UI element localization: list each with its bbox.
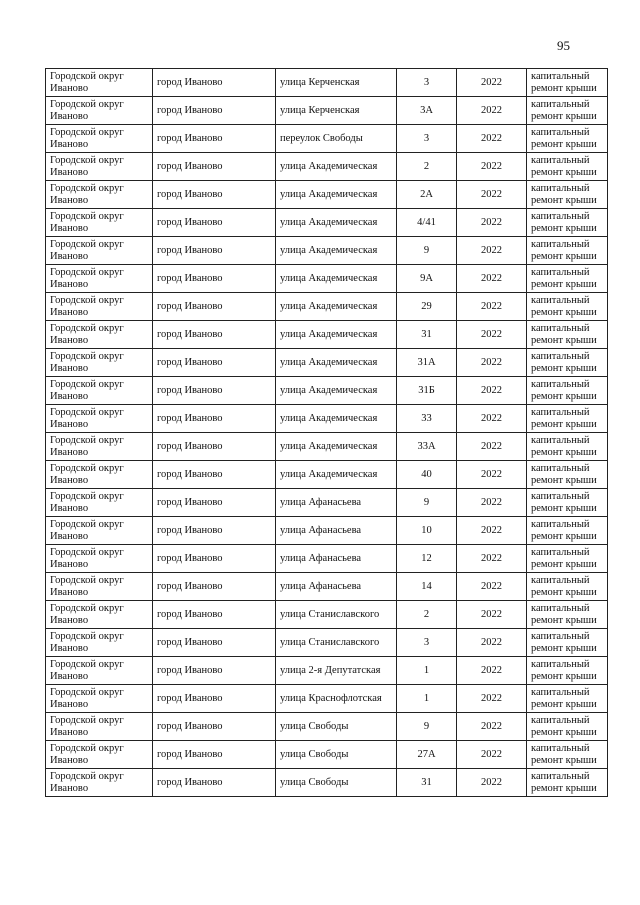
year-cell: 2022 bbox=[457, 125, 527, 153]
year-cell: 2022 bbox=[457, 573, 527, 601]
table-row bbox=[46, 265, 608, 293]
year-cell: 2022 bbox=[457, 321, 527, 349]
work-type-cell: капитальный ремонт крыши bbox=[527, 69, 608, 97]
municipality-cell: Городской округ Иваново bbox=[46, 713, 153, 741]
work-type-cell: капитальный ремонт крыши bbox=[527, 377, 608, 405]
city-cell: город Иваново bbox=[153, 601, 276, 629]
house-number-cell: 1 bbox=[397, 657, 457, 685]
house-number-cell: 3 bbox=[397, 125, 457, 153]
year-cell: 2022 bbox=[457, 769, 527, 797]
municipality-cell: Городской округ Иваново bbox=[46, 237, 153, 265]
table-row bbox=[46, 685, 608, 713]
city-cell: город Иваново bbox=[153, 377, 276, 405]
street-cell: улица Свободы bbox=[276, 741, 397, 769]
street-cell: улица Свободы bbox=[276, 769, 397, 797]
work-type-cell: капитальный ремонт крыши bbox=[527, 153, 608, 181]
table-row bbox=[46, 545, 608, 573]
work-type-cell: капитальный ремонт крыши bbox=[527, 713, 608, 741]
house-number-cell: 14 bbox=[397, 573, 457, 601]
work-type-cell: капитальный ремонт крыши bbox=[527, 237, 608, 265]
year-cell: 2022 bbox=[457, 265, 527, 293]
table-row bbox=[46, 97, 608, 125]
street-cell: улица Афанасьева bbox=[276, 489, 397, 517]
house-number-cell: 31 bbox=[397, 769, 457, 797]
city-cell: город Иваново bbox=[153, 405, 276, 433]
house-number-cell: 9 bbox=[397, 237, 457, 265]
table-row bbox=[46, 769, 608, 797]
work-type-cell: капитальный ремонт крыши bbox=[527, 545, 608, 573]
table-row bbox=[46, 657, 608, 685]
street-cell: улица Керченская bbox=[276, 97, 397, 125]
house-number-cell: 9А bbox=[397, 265, 457, 293]
year-cell: 2022 bbox=[457, 377, 527, 405]
municipality-cell: Городской округ Иваново bbox=[46, 181, 153, 209]
page-number: 95 bbox=[557, 38, 570, 53]
city-cell: город Иваново bbox=[153, 713, 276, 741]
house-number-cell: 1 bbox=[397, 685, 457, 713]
municipality-cell: Городской округ Иваново bbox=[46, 433, 153, 461]
table-row bbox=[46, 237, 608, 265]
street-cell: улица Академическая bbox=[276, 209, 397, 237]
house-number-cell: 40 bbox=[397, 461, 457, 489]
table-row bbox=[46, 629, 608, 657]
work-type-cell: капитальный ремонт крыши bbox=[527, 265, 608, 293]
table-row bbox=[46, 741, 608, 769]
street-cell: улица Академическая bbox=[276, 405, 397, 433]
street-cell: улица Академическая bbox=[276, 377, 397, 405]
table-row bbox=[46, 125, 608, 153]
street-cell: улица Академическая bbox=[276, 237, 397, 265]
city-cell: город Иваново bbox=[153, 741, 276, 769]
work-type-cell: капитальный ремонт крыши bbox=[527, 433, 608, 461]
house-number-cell: 9 bbox=[397, 489, 457, 517]
municipality-cell: Городской округ Иваново bbox=[46, 489, 153, 517]
table-row bbox=[46, 517, 608, 545]
house-number-cell: 4/41 bbox=[397, 209, 457, 237]
work-type-cell: капитальный ремонт крыши bbox=[527, 573, 608, 601]
street-cell: улица Афанасьева bbox=[276, 517, 397, 545]
work-type-cell: капитальный ремонт крыши bbox=[527, 769, 608, 797]
work-type-cell: капитальный ремонт крыши bbox=[527, 517, 608, 545]
city-cell: город Иваново bbox=[153, 321, 276, 349]
house-number-cell: 33 bbox=[397, 405, 457, 433]
table-row bbox=[46, 349, 608, 377]
city-cell: город Иваново bbox=[153, 433, 276, 461]
table-row bbox=[46, 713, 608, 741]
street-cell: улица Афанасьева bbox=[276, 545, 397, 573]
house-number-cell: 10 bbox=[397, 517, 457, 545]
house-number-cell: 3А bbox=[397, 97, 457, 125]
work-type-cell: капитальный ремонт крыши bbox=[527, 629, 608, 657]
table-row bbox=[46, 153, 608, 181]
city-cell: город Иваново bbox=[153, 69, 276, 97]
table-row bbox=[46, 461, 608, 489]
city-cell: город Иваново bbox=[153, 489, 276, 517]
city-cell: город Иваново bbox=[153, 657, 276, 685]
street-cell: улица Свободы bbox=[276, 713, 397, 741]
municipality-cell: Городской округ Иваново bbox=[46, 545, 153, 573]
house-number-cell: 31 bbox=[397, 321, 457, 349]
house-number-cell: 29 bbox=[397, 293, 457, 321]
house-number-cell: 3 bbox=[397, 69, 457, 97]
work-type-cell: капитальный ремонт крыши bbox=[527, 321, 608, 349]
city-cell: город Иваново bbox=[153, 769, 276, 797]
city-cell: город Иваново bbox=[153, 97, 276, 125]
city-cell: город Иваново bbox=[153, 545, 276, 573]
municipality-cell: Городской округ Иваново bbox=[46, 265, 153, 293]
table-body bbox=[46, 69, 608, 797]
table-row bbox=[46, 293, 608, 321]
work-type-cell: капитальный ремонт крыши bbox=[527, 405, 608, 433]
table-row bbox=[46, 433, 608, 461]
year-cell: 2022 bbox=[457, 517, 527, 545]
year-cell: 2022 bbox=[457, 97, 527, 125]
city-cell: город Иваново bbox=[153, 629, 276, 657]
work-type-cell: капитальный ремонт крыши bbox=[527, 741, 608, 769]
street-cell: улица Станиславского bbox=[276, 601, 397, 629]
city-cell: город Иваново bbox=[153, 293, 276, 321]
city-cell: город Иваново bbox=[153, 153, 276, 181]
city-cell: город Иваново bbox=[153, 181, 276, 209]
municipality-cell: Городской округ Иваново bbox=[46, 69, 153, 97]
table-row bbox=[46, 209, 608, 237]
street-cell: улица Академическая bbox=[276, 153, 397, 181]
municipality-cell: Городской округ Иваново bbox=[46, 741, 153, 769]
year-cell: 2022 bbox=[457, 349, 527, 377]
municipality-cell: Городской округ Иваново bbox=[46, 293, 153, 321]
street-cell: улица Академическая bbox=[276, 349, 397, 377]
street-cell: улица 2-я Депутатская bbox=[276, 657, 397, 685]
work-type-cell: капитальный ремонт крыши bbox=[527, 181, 608, 209]
year-cell: 2022 bbox=[457, 237, 527, 265]
city-cell: город Иваново bbox=[153, 265, 276, 293]
year-cell: 2022 bbox=[457, 405, 527, 433]
house-number-cell: 2 bbox=[397, 153, 457, 181]
municipality-cell: Городской округ Иваново bbox=[46, 125, 153, 153]
street-cell: улица Станиславского bbox=[276, 629, 397, 657]
table-row bbox=[46, 321, 608, 349]
work-type-cell: капитальный ремонт крыши bbox=[527, 293, 608, 321]
municipality-cell: Городской округ Иваново bbox=[46, 97, 153, 125]
municipality-cell: Городской округ Иваново bbox=[46, 601, 153, 629]
work-type-cell: капитальный ремонт крыши bbox=[527, 97, 608, 125]
municipality-cell: Городской округ Иваново bbox=[46, 405, 153, 433]
house-number-cell: 3 bbox=[397, 629, 457, 657]
work-type-cell: капитальный ремонт крыши bbox=[527, 489, 608, 517]
street-cell: улица Афанасьева bbox=[276, 573, 397, 601]
house-number-cell: 27А bbox=[397, 741, 457, 769]
municipality-cell: Городской округ Иваново bbox=[46, 321, 153, 349]
year-cell: 2022 bbox=[457, 629, 527, 657]
work-type-cell: капитальный ремонт крыши bbox=[527, 601, 608, 629]
year-cell: 2022 bbox=[457, 713, 527, 741]
year-cell: 2022 bbox=[457, 685, 527, 713]
year-cell: 2022 bbox=[457, 153, 527, 181]
municipality-cell: Городской округ Иваново bbox=[46, 349, 153, 377]
work-type-cell: капитальный ремонт крыши bbox=[527, 657, 608, 685]
year-cell: 2022 bbox=[457, 461, 527, 489]
work-type-cell: капитальный ремонт крыши bbox=[527, 125, 608, 153]
house-number-cell: 9 bbox=[397, 713, 457, 741]
city-cell: город Иваново bbox=[153, 349, 276, 377]
work-type-cell: капитальный ремонт крыши bbox=[527, 209, 608, 237]
municipality-cell: Городской округ Иваново bbox=[46, 153, 153, 181]
table-row bbox=[46, 377, 608, 405]
year-cell: 2022 bbox=[457, 433, 527, 461]
work-type-cell: капитальный ремонт крыши bbox=[527, 461, 608, 489]
city-cell: город Иваново bbox=[153, 237, 276, 265]
street-cell: улица Академическая bbox=[276, 181, 397, 209]
work-type-cell: капитальный ремонт крыши bbox=[527, 349, 608, 377]
city-cell: город Иваново bbox=[153, 125, 276, 153]
municipality-cell: Городской округ Иваново bbox=[46, 461, 153, 489]
house-number-cell: 2А bbox=[397, 181, 457, 209]
work-type-cell: капитальный ремонт крыши bbox=[527, 685, 608, 713]
year-cell: 2022 bbox=[457, 69, 527, 97]
table-row bbox=[46, 181, 608, 209]
house-number-cell: 31А bbox=[397, 349, 457, 377]
year-cell: 2022 bbox=[457, 489, 527, 517]
year-cell: 2022 bbox=[457, 293, 527, 321]
municipality-cell: Городской округ Иваново bbox=[46, 769, 153, 797]
street-cell: улица Академическая bbox=[276, 293, 397, 321]
street-cell: улица Академическая bbox=[276, 321, 397, 349]
house-number-cell: 2 bbox=[397, 601, 457, 629]
street-cell: улица Керченская bbox=[276, 69, 397, 97]
city-cell: город Иваново bbox=[153, 209, 276, 237]
municipality-cell: Городской округ Иваново bbox=[46, 517, 153, 545]
table-row bbox=[46, 69, 608, 97]
street-cell: переулок Свободы bbox=[276, 125, 397, 153]
city-cell: город Иваново bbox=[153, 685, 276, 713]
house-number-cell: 31Б bbox=[397, 377, 457, 405]
house-number-cell: 33А bbox=[397, 433, 457, 461]
city-cell: город Иваново bbox=[153, 461, 276, 489]
year-cell: 2022 bbox=[457, 741, 527, 769]
street-cell: улица Академическая bbox=[276, 433, 397, 461]
street-cell: улица Академическая bbox=[276, 265, 397, 293]
municipality-cell: Городской округ Иваново bbox=[46, 685, 153, 713]
year-cell: 2022 bbox=[457, 601, 527, 629]
municipality-cell: Городской округ Иваново bbox=[46, 573, 153, 601]
street-cell: улица Краснофлотская bbox=[276, 685, 397, 713]
street-cell: улица Академическая bbox=[276, 461, 397, 489]
repair-register-table bbox=[45, 68, 608, 797]
city-cell: город Иваново bbox=[153, 573, 276, 601]
table-row bbox=[46, 489, 608, 517]
year-cell: 2022 bbox=[457, 657, 527, 685]
municipality-cell: Городской округ Иваново bbox=[46, 209, 153, 237]
table-row bbox=[46, 405, 608, 433]
municipality-cell: Городской округ Иваново bbox=[46, 657, 153, 685]
house-number-cell: 12 bbox=[397, 545, 457, 573]
table-row bbox=[46, 601, 608, 629]
year-cell: 2022 bbox=[457, 545, 527, 573]
year-cell: 2022 bbox=[457, 181, 527, 209]
city-cell: город Иваново bbox=[153, 517, 276, 545]
year-cell: 2022 bbox=[457, 209, 527, 237]
municipality-cell: Городской округ Иваново bbox=[46, 377, 153, 405]
municipality-cell: Городской округ Иваново bbox=[46, 629, 153, 657]
table-row bbox=[46, 573, 608, 601]
